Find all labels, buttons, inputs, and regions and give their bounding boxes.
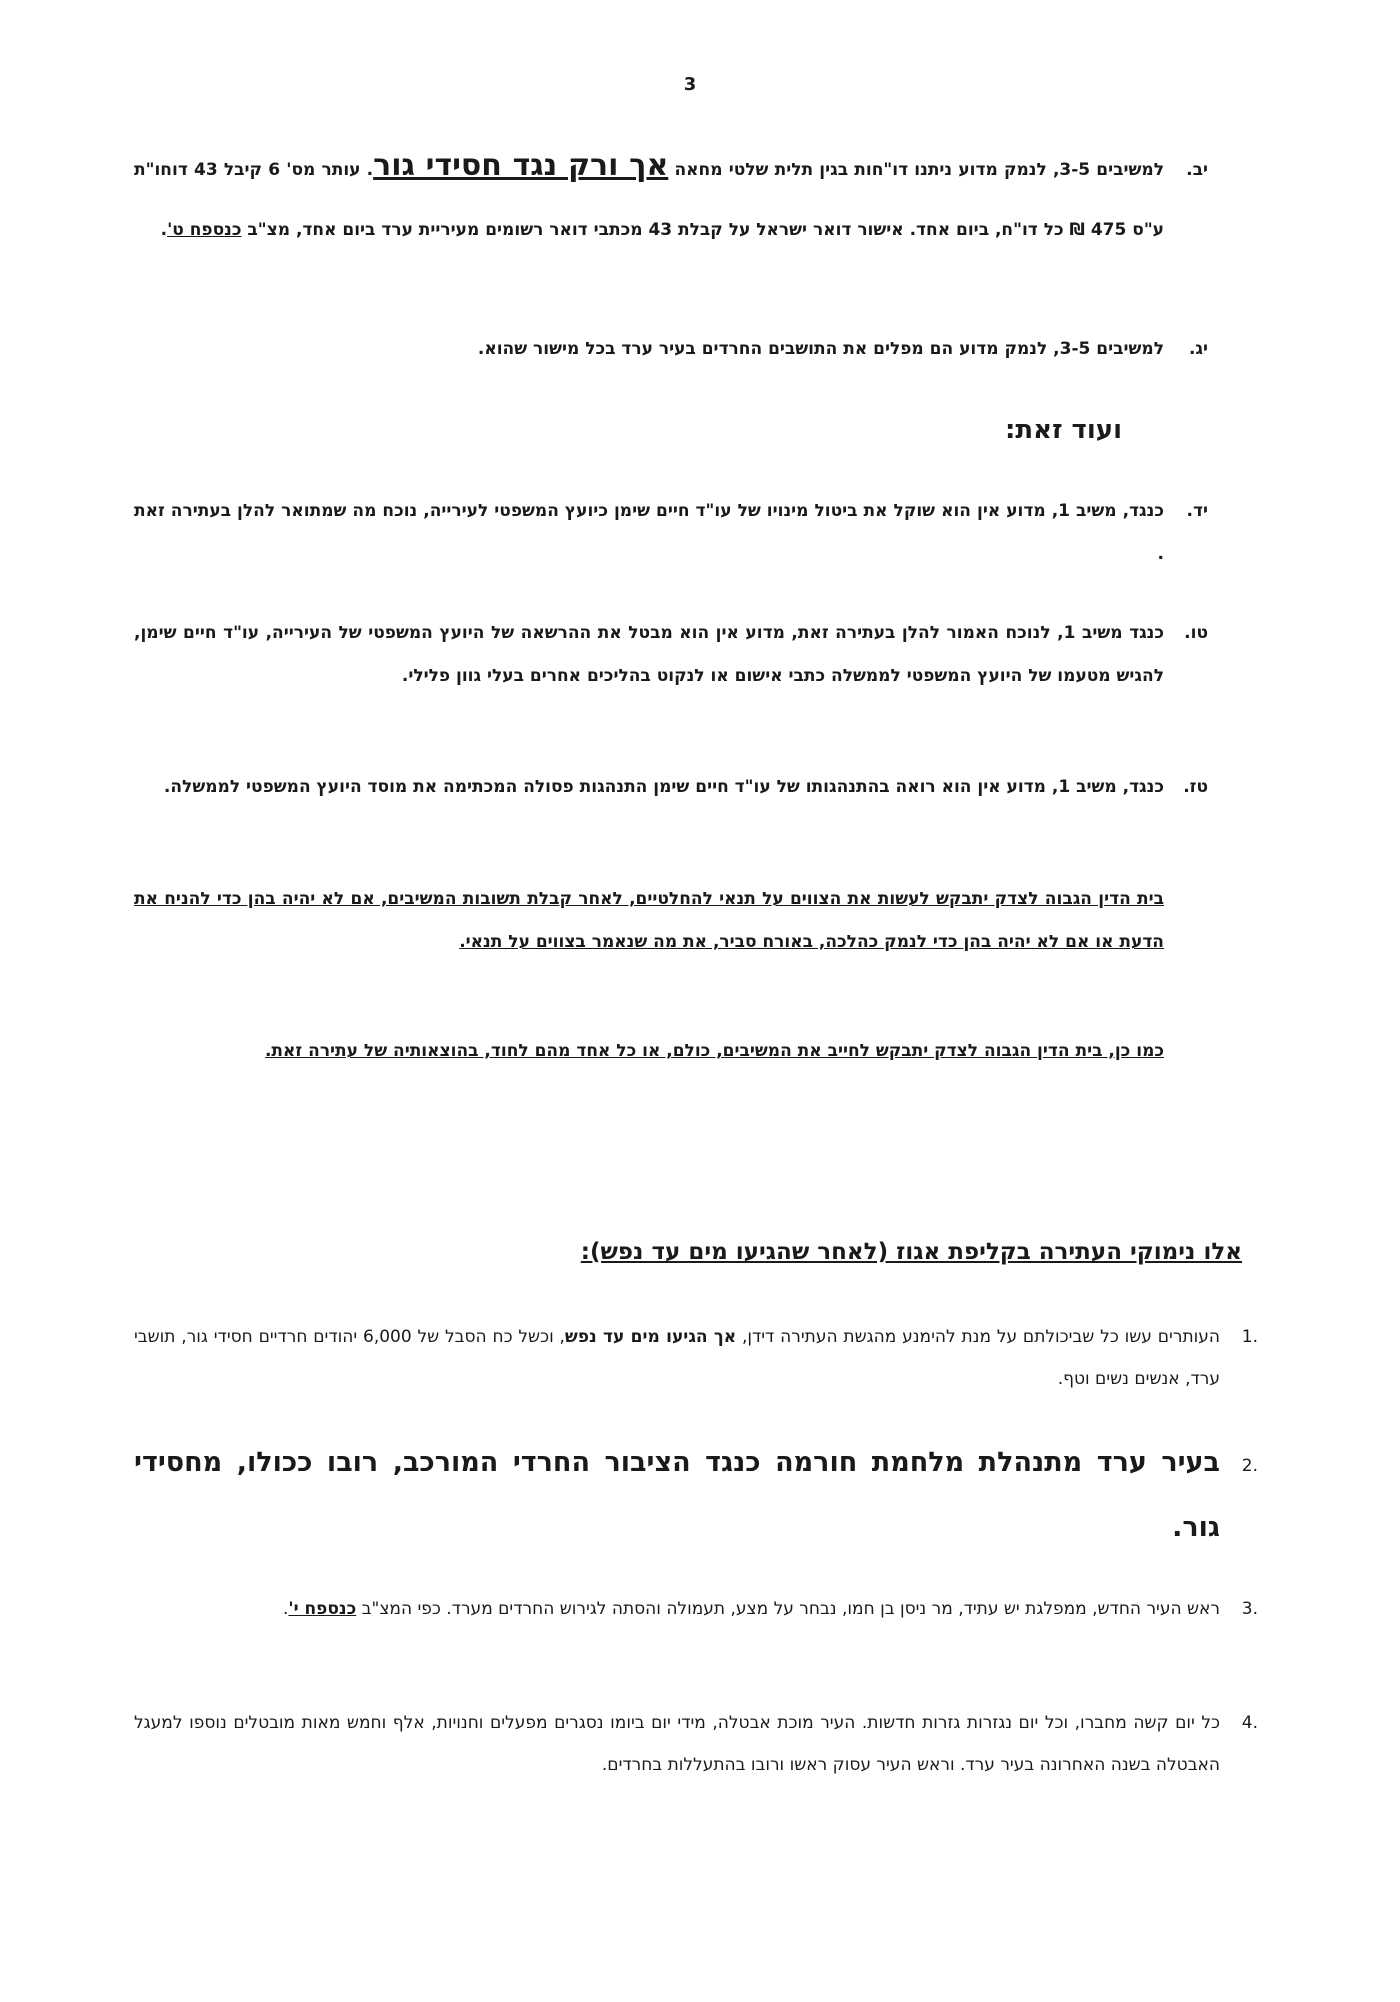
item-label: יב. xyxy=(1186,160,1208,180)
item-text: ראש העיר החדש, ממפלגת יש עתיד, מר ניסן בן חמו, נבחר על מצע, תעמולה והסתה לגירוש החרדים מערד. כפי המצ"ב xyxy=(356,1599,1220,1619)
petition-item-tz xyxy=(134,766,1208,809)
item-text: למשיבים 3-5, לנמק מדוע הם מפלים את התושבים החרדים בעיר ערד בכל מישור שהוא. xyxy=(477,339,1164,359)
attachment-reference: כנספח י' xyxy=(288,1599,357,1619)
item-text: העותרים עשו כל שביכולתם על מנת להימנע מהגשת העתירה דידן, xyxy=(736,1327,1220,1347)
section-heading-and-more xyxy=(134,408,1122,452)
item-text: , וכשל כח הסבל של 6,000 יהודים חרדיים חסידי גור, תושבי ערד, אנשים נשים וטף. xyxy=(134,1327,1220,1389)
ground-item-2 xyxy=(134,1432,1258,1559)
item-number: .3 xyxy=(1241,1599,1258,1619)
petition-item-yb xyxy=(134,136,1208,260)
item-text: למשיבים 3-5, לנמק מדוע ניתנו דו"חות בגין תלית שלטי מחאה xyxy=(668,160,1164,180)
item-text-end: . xyxy=(282,1599,289,1619)
section-heading-text: ועוד זאת: xyxy=(1005,415,1122,445)
item-number: .1 xyxy=(1241,1327,1258,1347)
item-label: טז. xyxy=(1183,777,1208,797)
costs-request-paragraph xyxy=(134,1030,1164,1073)
item-label: טו. xyxy=(1184,623,1209,643)
item-text-end: . xyxy=(160,220,168,240)
item-number: .2 xyxy=(1241,1456,1258,1476)
attachment-reference: כנספח ט' xyxy=(167,220,242,240)
item-text: בעיר ערד מתנהלת מלחמת חורמה כנגד הציבור החרדי המורכב, רובו ככולו, מחסידי גור. xyxy=(134,1447,1220,1543)
petition-item-tv xyxy=(134,612,1208,698)
item-text: . עותר מס' 6 קיבל 43 דוחו"ת ע"ס 475 ₪ כל דו"ח, ביום אחד. אישור דואר ישראל על קבלת 43 מכתבי דואר רשומים מעיריית ערד ביום אחד, מצ"ב xyxy=(134,160,1164,240)
grounds-heading-text: אלו נימוקי העתירה בקליפת אגוז (לאחר שהגיעו מים עד נפש): xyxy=(580,1239,1242,1265)
page-number: 3 xyxy=(683,74,697,95)
item-number: .4 xyxy=(1241,1713,1258,1733)
item-label: יד. xyxy=(1186,501,1208,521)
emphasis-text: אך ורק נגד חסידי גור xyxy=(373,148,669,183)
item-text: כנגד, משיב 1, מדוע אין הוא רואה בהתנהגותו של עו"ד חיים שימן התנהגות פסולה המכתימה את מוסד היועץ המשפטי לממשלה. xyxy=(163,777,1164,797)
item-label: יג. xyxy=(1188,339,1208,359)
court-request-paragraph xyxy=(134,878,1164,964)
request-text: כמו כן, בית הדין הגבוה לצדק יתבקש לחייב את המשיבים, כולם, או כל אחד מהם לחוד, בהוצאותיה של עתירה זאת. xyxy=(264,1041,1164,1061)
emphasis-text: אך הגיעו מים עד נפש xyxy=(564,1327,737,1347)
grounds-heading xyxy=(134,1230,1242,1274)
ground-item-3 xyxy=(134,1588,1258,1630)
ground-item-4 xyxy=(134,1702,1258,1786)
petition-item-yd xyxy=(134,490,1208,576)
item-text: כל יום קשה מחברו, וכל יום נגזרות גזרות חדשות. העיר מוכת אבטלה, מידי יום ביומו נסגרים מפעלים וחנויות, אלף וחמש מאות מובטלים נוספו למעגל האבטלה בשנה האחרונה בעיר ערד. וראש העיר עסוק ראשו ורובו בהתעללות בחרדים. xyxy=(134,1713,1220,1775)
request-text: בית הדין הגבוה לצדק יתבקש לעשות את הצווים על תנאי להחלטיים, לאחר קבלת תשובות המשיבים, אם לא יהיה בהן כדי להניח את הדעת או אם לא יהיה בהן כדי לנמק כהלכה, באורח סביר, את מה שנאמר בצווים על תנאי. xyxy=(134,889,1164,952)
item-text: כנגד משיב 1, לנוכח האמור להלן בעתירה זאת, מדוע אין הוא מבטל את ההרשאה של היועץ המשפטי של העירייה, עו"ד חיים שימן, להגיש מטעמו של היועץ המשפטי לממשלה כתבי אישום או לנקוט בהליכים אחרים בעלי גוון פלילי. xyxy=(134,623,1165,686)
ground-item-1 xyxy=(134,1316,1258,1400)
petition-item-yg xyxy=(134,328,1208,371)
item-text: כנגד, משיב 1, מדוע אין הוא שוקל את ביטול מינויו של עו"ד חיים שימן כיועץ המשפטי לעירייה, נוכח מה שמתואר להלן בעתירה זאת . xyxy=(134,501,1164,564)
